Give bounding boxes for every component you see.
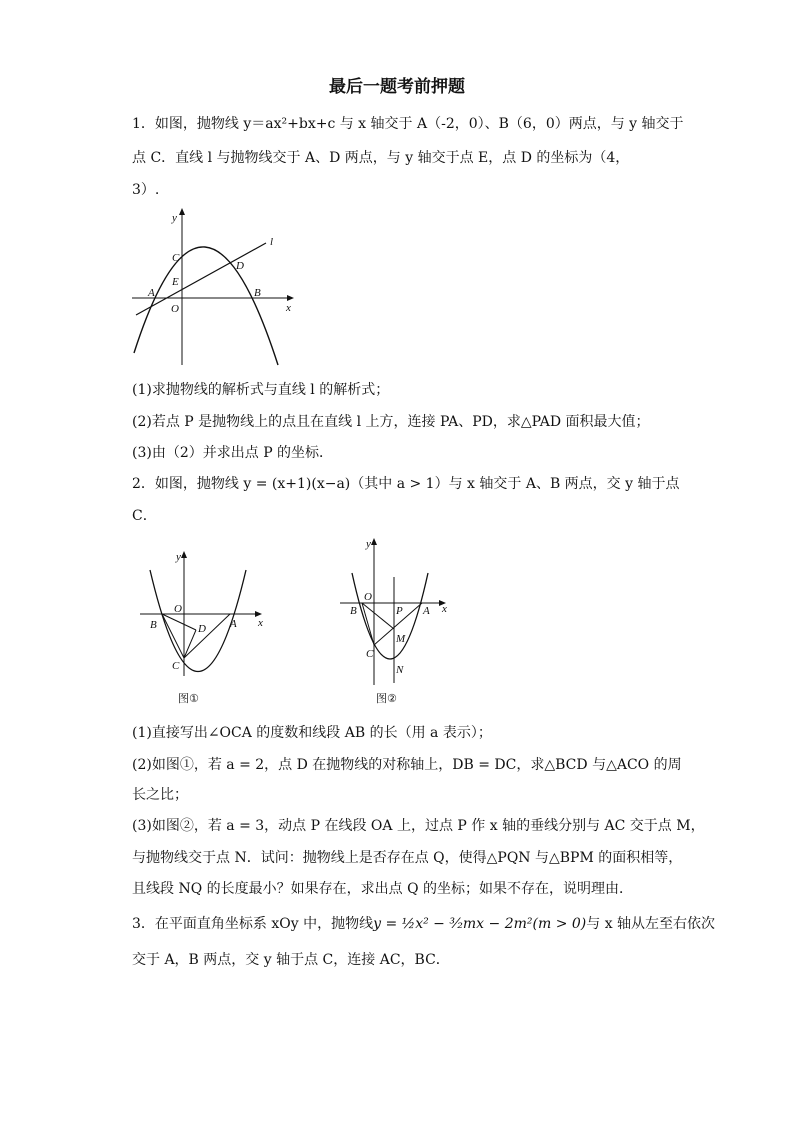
q1-part-3: (3)由（2）并求出点 P 的坐标． — [132, 445, 334, 461]
q3-line-1-end: 与 x 轴从左至右依次 — [586, 916, 716, 932]
fig1-y-arrow — [181, 551, 187, 558]
q1-part-1: (1)求抛物线的解析式与直线 l 的解析式； — [132, 382, 390, 398]
q2-part-3-cont-1: 与抛物线交于点 N．试问：抛物线上是否存在点 Q，使得△PQN 与△BPM 的面积相等， — [132, 850, 683, 866]
fig2-segment-BM — [362, 603, 394, 629]
q1-label-O: O — [171, 303, 179, 315]
fig2-label-M: M — [396, 633, 406, 645]
q2-part-3: (3)如图②，若 a = 3，动点 P 在线段 OA 上，过点 P 作 x 轴的垂线分别与 AC 交于点 M， — [132, 818, 705, 834]
q3-line-2: 交于 A，B 两点，交 y 轴于点 C，连接 AC，BC． — [132, 952, 450, 968]
fig2-label-P: P — [396, 605, 403, 617]
q1-line-2: 点 C．直线 l 与抛物线交于 A、D 两点，与 y 轴交于点 E，点 D 的坐标为（4， — [132, 150, 630, 166]
fig1-label-C: C — [172, 660, 180, 672]
fig2-caption: 图② — [376, 692, 397, 705]
q1-figure — [128, 205, 298, 370]
fig1-segment-DC — [184, 630, 196, 658]
fig1-label-A: A — [230, 618, 237, 630]
fig1-label-D: D — [198, 623, 206, 635]
q1-label-x: x — [286, 302, 291, 314]
q1-label-A: A — [148, 287, 155, 299]
q1-label-D: D — [236, 260, 244, 272]
q1-label-y: y — [172, 212, 177, 224]
q2-part-1: (1)直接写出∠OCA 的度数和线段 AB 的长（用 a 表示）； — [132, 725, 492, 741]
q2-line-2: C． — [132, 508, 157, 524]
fig2-label-x: x — [442, 603, 447, 615]
fig1-segment-BD — [162, 614, 196, 630]
fig1-caption: 图① — [178, 692, 199, 705]
q1-x-arrow — [287, 295, 294, 301]
q1-label-C: C — [172, 252, 180, 264]
fig2-label-C: C — [366, 648, 374, 660]
fig2-y-arrow — [371, 538, 377, 545]
fig2-segment-BC — [362, 603, 374, 645]
q3-line-1-start: 3．在平面直角坐标系 xOy 中，抛物线 — [132, 916, 374, 932]
fig1-segment-CA — [184, 614, 230, 658]
fig2-label-y: y — [366, 538, 371, 550]
q1-line-l — [136, 243, 266, 315]
q3-formula: y = ½x² − ³⁄₂mx − 2m²(m > 0) — [373, 916, 587, 932]
q2-figure-2 — [338, 535, 452, 710]
q1-y-arrow — [179, 208, 185, 215]
page-title: 最后一题考前押题 — [329, 77, 465, 97]
q3-line-1 — [132, 914, 715, 934]
q1-label-E: E — [172, 276, 179, 288]
fig1-label-B: B — [150, 619, 157, 631]
q1-part-2: (2)若点 P 是抛物线上的点且在直线 l 上方，连接 PA、PD，求△PAD 面积最大值； — [132, 414, 650, 430]
fig2-label-A: A — [423, 605, 430, 617]
fig1-segment-BC — [162, 614, 184, 658]
q2-part-2: (2)如图①，若 a = 2，点 D 在抛物线的对称轴上，DB = DC，求△BCD 与△ACO 的周 — [132, 757, 682, 773]
fig2-label-N: N — [396, 664, 404, 676]
q1-label-B: B — [254, 287, 261, 299]
q2-figure-1 — [138, 548, 270, 710]
q1-line-1: 1．如图，抛物线 y＝ax²+bx+c 与 x 轴交于 A（-2，0）、B（6，0）两点，与 y 轴交于 — [132, 116, 684, 132]
fig1-label-O: O — [174, 603, 182, 615]
q1-parabola — [134, 247, 278, 365]
q2-part-3-cont-2: 且线段 NQ 的长度最小？如果存在，求出点 Q 的坐标；如果不存在，说明理由． — [132, 881, 634, 897]
fig1-label-x: x — [258, 617, 263, 629]
fig2-label-O: O — [364, 591, 372, 603]
fig2-parabola — [352, 573, 428, 659]
fig1-label-y: y — [176, 551, 181, 563]
q1-label-l: l — [270, 236, 274, 248]
q2-line-1: 2．如图，抛物线 y = (x+1)(x−a)（其中 a > 1）与 x 轴交于 A、B 两点，交 y 轴于点 — [132, 476, 680, 492]
q2-part-2-cont: 长之比； — [132, 787, 188, 803]
q1-line-3: 3）. — [132, 182, 160, 198]
fig2-label-B: B — [350, 605, 357, 617]
